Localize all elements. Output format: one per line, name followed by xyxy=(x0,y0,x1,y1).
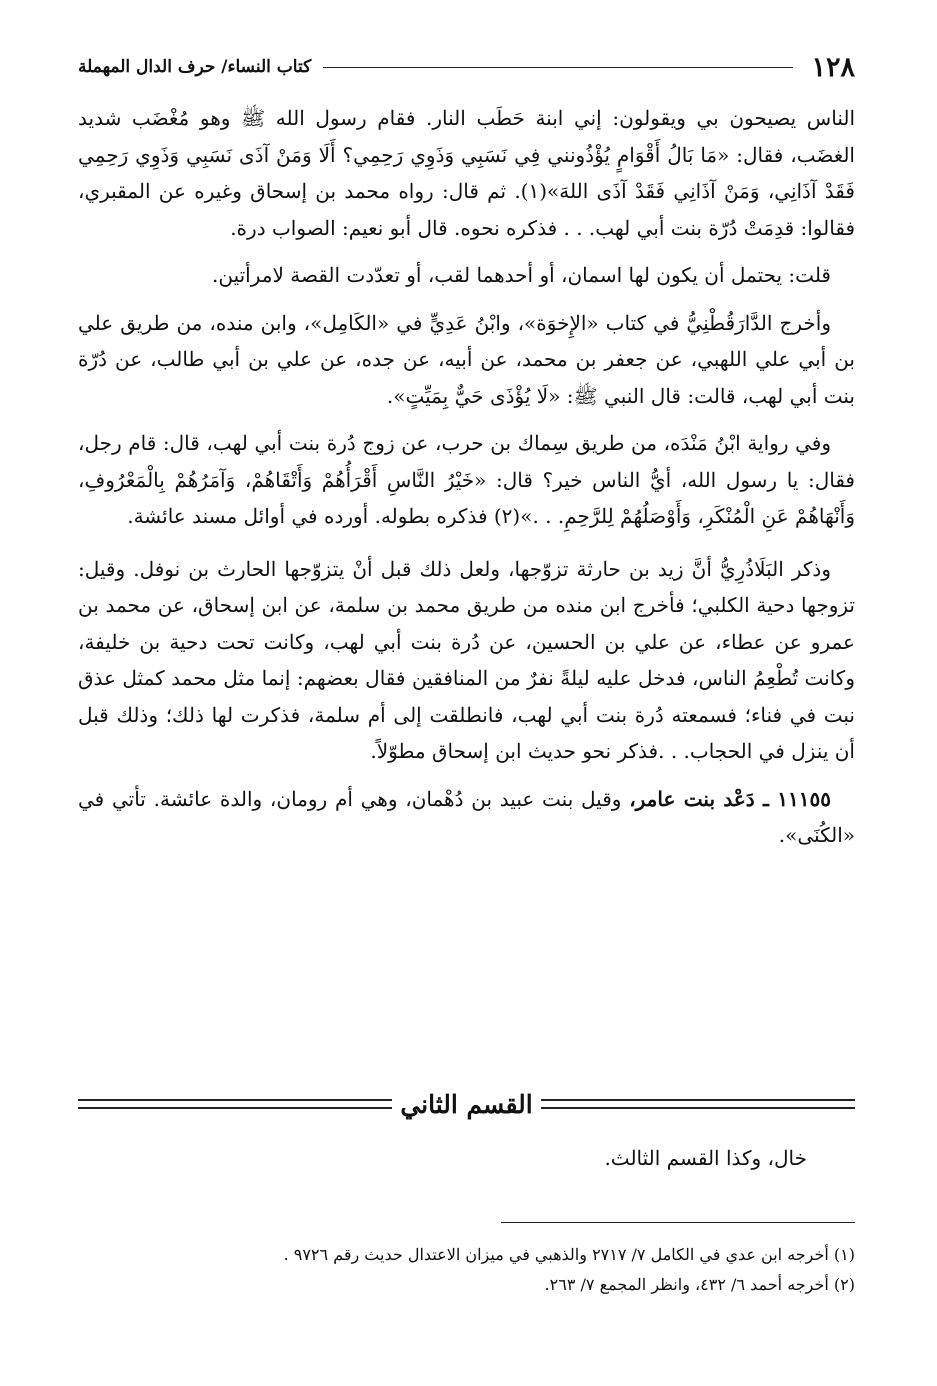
section-title: القسم الثاني xyxy=(400,1089,533,1119)
header-rule xyxy=(323,67,793,68)
entry-text: وقيل بنت عبيد بن دُهْمان، وهي أم رومان، والدة عائشة. تأتي في «الكُنَى». xyxy=(78,786,855,847)
paragraph: قلت: يحتمل أن يكون لها اسمان، أو أحدهما لقب، أو تعدّدت القصة لامرأتين. xyxy=(212,263,831,287)
paragraph: الناس يصيحون بي ويقولون: إني ابنة حَطَب النار. فقام رسول الله ﷺ وهو مُغْضَب شديد الغضَب، فقال: «مَا بَالُ أَقْوَامٍ يُؤْذُونني فِي نَسَبِي وَذَوِي رَحِمِي؟ أَلَا وَمَنْ آذَى نَسَبِي وَذَوِي رَحِمِي فَقَدْ آذَانِي، وَمَنْ آذَانِي فَقَدْ آذَى اللهَ»(١). ثم قال: رواه محمد بن إسحاق وغيره عن المقبري، فقالوا: قدِمَتْ دُرّة بنت أبي لهب. . . فذكره نحوه. قال أبو نعيم: الصواب درة. xyxy=(78,106,855,240)
entry-number: ١١١٥٥ ـ دَعْد بنت عامر، xyxy=(629,786,831,811)
section-double-rule-left xyxy=(78,1099,392,1109)
footnote: (٢) أخرجه أحمد ٦/ ٤٣٢، وانظر المجمع ٧/ ٢٦٣. xyxy=(544,1275,855,1294)
footnotes xyxy=(78,1240,855,1300)
footnote: (١) أخرجه ابن عدي في الكامل ٧/ ٢٧١٧ والذهبي في ميزان الاعتدال حديث رقم ٩٧٢٦ . xyxy=(283,1245,855,1264)
paragraph: وذكر البَلَاذُرِيُّ أنَّ زيد بن حارثة تزوّجها، ولعل ذلك قبل أنْ يتزوّجها الحارث بن نوفل. وقيل: تزوجها دحية الكلبي؛ فأخرج ابن منده من طريق محمد بن سلمة، عن ابن إسحاق، عن محمد بن عمرو عن عطاء، عن علي بن الحسين، عن دُرة بنت أبي لهب، وكانت تحت دحية بن خليفة، وكانت تُطْعِمُ الناس، فدخل عليه ليلةً نفرٌ من المنافقين فقال بعضهم: إنما مثل محمد كمثل عذق نبت في فناء؛ فسمعته دُرة بنت أبي لهب، فانطلقت إلى أم سلمة، فذكرت لها ذلك؛ وذلك قبل أن ينزل في الحجاب. . .فذكر نحو حديث ابن إسحاق مطوّلاً. xyxy=(78,556,855,763)
entry-paragraph xyxy=(78,781,855,854)
section-double-rule-right xyxy=(541,1099,855,1109)
footnote-rule xyxy=(501,1222,855,1223)
section-header xyxy=(78,1082,855,1126)
paragraph: وأخرج الدَّارَقُطْنِيُّ في كتاب «الإِخوَة»، وابْنُ عَدِيٍّ في «الكَامِل»، وابن منده، من طريق علي بن أبي علي اللهبي، عن جعفر بن محمد، عن أبيه، عن جده، عن علي بن أبي طالب، عن دُرّة بنت أبي لهب، قالت: قال النبي ﷺ: «لَا يُؤْذَى حَيٌّ بِمَيِّتٍ». xyxy=(78,310,855,408)
page-number: ١٢٨ xyxy=(811,51,855,83)
running-title: كتاب النساء/ حرف الدال المهملة xyxy=(78,57,312,77)
paragraph: وفي رواية ابْنُ مَنْدَه، من طريق سِماك بن حرب، عن زوج دُرة بنت أبي لهب، قال: قام رجل، فقال: يا رسول الله، أيُّ الناس خير؟ قال: «خَيْرُ النَّاسِ أَقْرَأُهُمْ وَأَتْقَاهُمْ، وَآمَرُهُمْ بِالْمَعْرُوفِ، وَأَنْهَاهُمْ عَنِ الْمُنْكَرِ، وَأَوْصَلُهُمْ لِلرَّحِمِ. . .»(٢) فذكره بطوله. أورده في أوائل مسند عائشة. xyxy=(78,431,855,528)
body-text xyxy=(78,100,855,865)
section-body: خال، وكذا القسم الثالث. xyxy=(604,1146,807,1170)
page-header xyxy=(78,52,855,82)
